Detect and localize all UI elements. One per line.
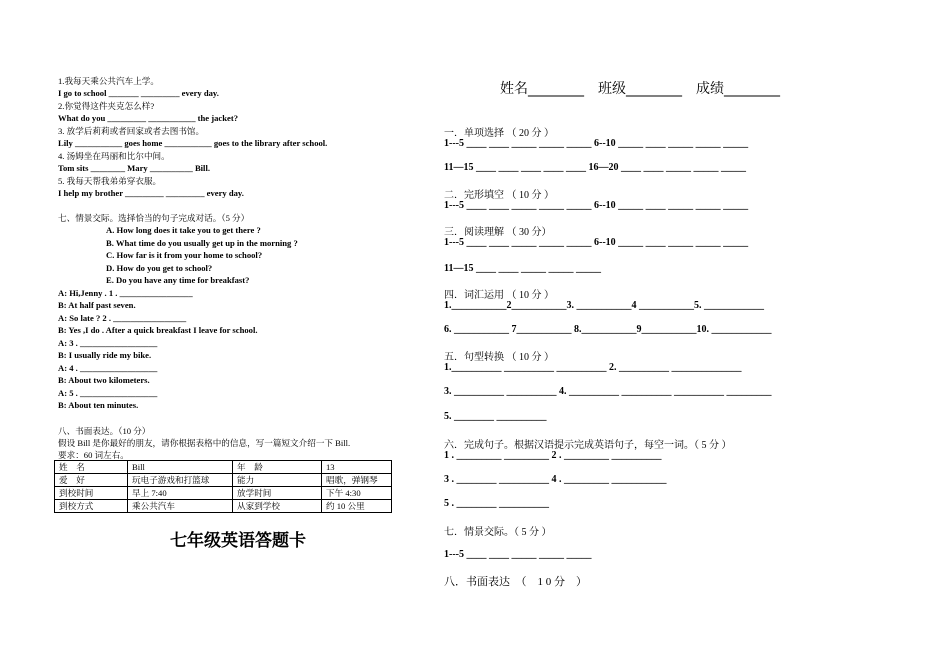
section3-row2: 11—15 ____ ____ _____ _____ _____ bbox=[444, 263, 601, 274]
translation-1-en: I go to school _______ _________ every day. bbox=[58, 88, 219, 98]
section7-answer-row: 1---5 ____ ____ _____ _____ _____ bbox=[444, 549, 592, 560]
translation-4-cn: 4. 汤姆坐在玛丽和比尔中间。 bbox=[58, 151, 170, 161]
dialogue-line-3: A: So late ? 2 . _________________ bbox=[58, 313, 187, 323]
table-row bbox=[55, 487, 392, 500]
section4-title: 四．词汇运用 （ 10 分 ） bbox=[444, 290, 554, 301]
table-cell: 玩电子游戏和打篮球 bbox=[128, 474, 233, 487]
table-cell: 到校方式 bbox=[55, 500, 128, 513]
section7-answer-title: 七．情景交际。（ 5 分 ） bbox=[444, 527, 552, 538]
translation-2-en: What do you _________ ___________ the jacket? bbox=[58, 113, 238, 123]
section6-title: 六．完成句子。根据汉语提示完成英语句子，每空一词。（ 5 分 ） bbox=[444, 440, 732, 451]
table-cell: 姓 名 bbox=[55, 461, 128, 474]
section1-title: 一．单项选择 （ 20 分 ） bbox=[444, 128, 554, 139]
translation-2-cn: 2.你觉得这件夹克怎么样? bbox=[58, 101, 155, 111]
table-cell: 唱歌，弹钢琴 bbox=[322, 474, 392, 487]
table-cell: 13 bbox=[322, 461, 392, 474]
option-a: A. How long does it take you to get there ? bbox=[106, 225, 261, 235]
table-cell: 能力 bbox=[233, 474, 322, 487]
answer-card-title: 七年级英语答题卡 bbox=[170, 531, 306, 551]
option-c: C. How far is it from your home to school? bbox=[106, 250, 263, 260]
table-row bbox=[55, 461, 392, 474]
section8-intro: 假设 Bill 是你最好的朋友，请你根据表格中的信息，写一篇短文介绍一下 Bill. bbox=[58, 438, 351, 448]
section1-row1: 1---5 ____ ____ _____ _____ _____ 6--10 _____ ____ _____ _____ _____ bbox=[444, 138, 749, 149]
section7-title: 七、情景交际。选择恰当的句子完成对话。（5 分） bbox=[58, 213, 250, 223]
section8-answer-title: 八．书面表达 （ 1 0 分 ） bbox=[444, 576, 587, 588]
section4-row1: 1.___________2___________3. ___________4 ___________5. ____________ bbox=[444, 300, 764, 311]
header-info: 姓名________ 班级________ 成绩________ bbox=[500, 81, 780, 97]
dialogue-line-7: A: 4 . __________________ bbox=[58, 363, 158, 373]
table-cell: 到校时间 bbox=[55, 487, 128, 500]
translation-3-en: Lily ___________ goes home ___________ goes to the library after school. bbox=[58, 138, 328, 148]
section1-row2: 11—15 ____ ____ ____ ____ ____ 16—20 ____ ____ _____ _____ _____ bbox=[444, 162, 746, 173]
table-cell: 年 龄 bbox=[233, 461, 322, 474]
dialogue-line-10: B: About ten minutes. bbox=[58, 400, 139, 410]
section8-requirement: 要求：60 词左右。 bbox=[58, 450, 129, 460]
option-e: E. Do you have any time for breakfast? bbox=[106, 275, 250, 285]
option-b: B. What time do you usually get up in the morning ? bbox=[106, 238, 298, 248]
dialogue-line-2: B: At half past seven. bbox=[58, 300, 136, 310]
dialogue-line-4: B: Yes ,I do . After a quick breakfast I leave for school. bbox=[58, 325, 258, 335]
table-row bbox=[55, 474, 392, 487]
dialogue-line-9: A: 5 . __________________ bbox=[58, 388, 158, 398]
translation-1-cn: 1.我每天乘公共汽车上学。 bbox=[58, 76, 159, 86]
section2-row1: 1---5 ____ ____ _____ _____ _____ 6--10 _____ ____ _____ _____ _____ bbox=[444, 200, 749, 211]
section3-title: 三．阅读理解 （ 30 分） bbox=[444, 227, 552, 238]
option-d: D. How do you get to school? bbox=[106, 263, 213, 273]
section6-row2: 3 . ________ __________ 4 . _________ ___________ bbox=[444, 474, 667, 485]
section5-title: 五．句型转换 （ 10 分 ） bbox=[444, 352, 554, 363]
section6-row1: 1 . _________ _________ 2 . _________ __________ bbox=[444, 450, 662, 461]
translation-4-en: Tom sits ________ Mary __________ Bill. bbox=[58, 163, 210, 173]
table-cell: Bill bbox=[128, 461, 233, 474]
translation-3-cn: 3. 放学后莉莉或者回家或者去图书馆。 bbox=[58, 126, 205, 136]
table-cell: 乘公共汽车 bbox=[128, 500, 233, 513]
section4-row2: 6. ___________ 7___________ 8.___________9___________10. ____________ bbox=[444, 324, 772, 335]
dialogue-line-8: B: About two kilometers. bbox=[58, 375, 150, 385]
section5-row3: 5. ________ __________ bbox=[444, 411, 547, 422]
translation-5-en: I help my brother _________ _________ every day. bbox=[58, 188, 244, 198]
section6-row3: 5 . ________ __________ bbox=[444, 498, 549, 509]
table-cell: 从家到学校 bbox=[233, 500, 322, 513]
section3-row1: 1---5 ____ ____ _____ _____ _____ 6--10 _____ ____ _____ _____ _____ bbox=[444, 237, 749, 248]
dialogue-line-6: B: I usually ride my bike. bbox=[58, 350, 152, 360]
table-cell: 早上 7:40 bbox=[128, 487, 233, 500]
table-row bbox=[55, 500, 392, 513]
info-table bbox=[54, 460, 392, 513]
section2-title: 二．完形填空 （ 10 分 ） bbox=[444, 190, 554, 201]
section5-row1: 1.__________ __________ __________ 2. __________ ______________ bbox=[444, 362, 742, 373]
dialogue-line-5: A: 3 . __________________ bbox=[58, 338, 158, 348]
table-cell: 爱 好 bbox=[55, 474, 128, 487]
dialogue-line-1: A: Hi,Jenny . 1 . _________________ bbox=[58, 288, 193, 298]
table-cell: 下午 4:30 bbox=[322, 487, 392, 500]
section8-title: 八、书面表达。（10 分） bbox=[58, 426, 151, 436]
translation-5-cn: 5. 我每天帮我弟弟穿衣服。 bbox=[58, 176, 162, 186]
section5-row2: 3. __________ __________ 4. __________ __________ __________ _________ bbox=[444, 386, 772, 397]
table-cell: 放学时间 bbox=[233, 487, 322, 500]
table-cell: 约 10 公里 bbox=[322, 500, 392, 513]
